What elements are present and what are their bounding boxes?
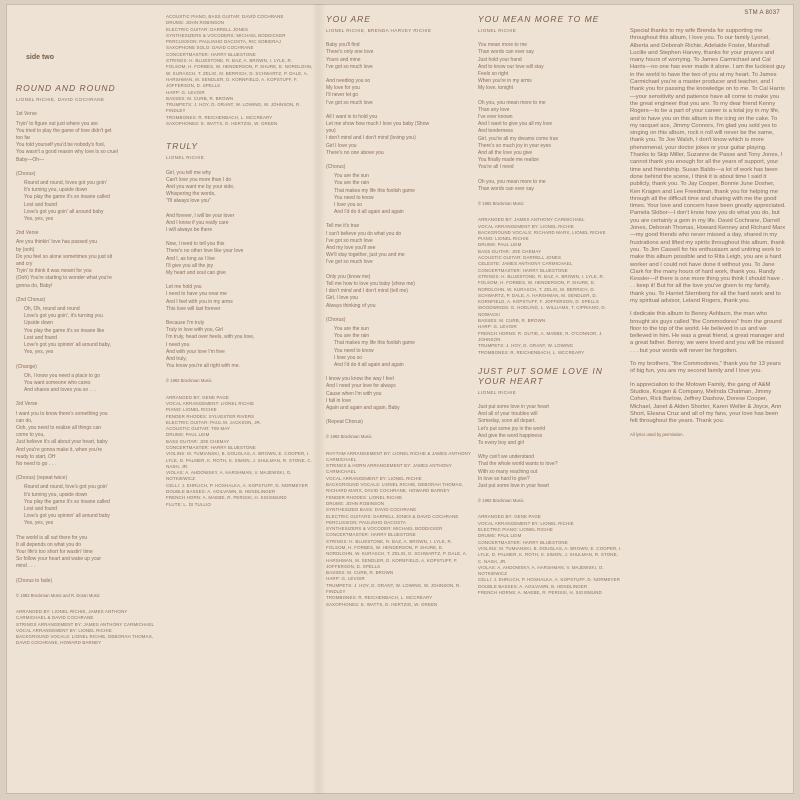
- credit-line: DRUMS: PAUL LEIM: [478, 533, 522, 539]
- copyright-notice: © 1982 Brockman Music: [166, 378, 212, 384]
- lyric-line: And I'd do it all again and again: [334, 209, 404, 216]
- lyric-line: Baby—Oh—: [16, 156, 45, 163]
- lyric-line: Yes, yes, yes: [24, 349, 54, 356]
- lyric-line: Oh you, you mean more to me: [478, 99, 546, 106]
- catalog-number: STM A 8037: [744, 10, 780, 16]
- credits-round-and-round-continued: [166, 14, 314, 127]
- credit-line: TROMBONES: R. REICHENBACH, L. MCCREARY: [326, 595, 433, 601]
- verse: [16, 171, 156, 223]
- lyric-line: Now, I need to tell you this: [166, 241, 225, 248]
- lyric-line: Just hold your hand: [478, 56, 522, 63]
- lyric-line: Ooh, you need to realize all things can: [16, 424, 102, 431]
- lyric-line: That makes my life this foolish game: [334, 340, 415, 347]
- verse: [16, 111, 156, 163]
- lyric-line: Love's got you spinnin' all around baby,: [24, 342, 111, 349]
- lyric-line: I love you so: [334, 202, 363, 209]
- lyric-line: I've got so much love: [326, 237, 373, 244]
- verse: [16, 475, 156, 527]
- credit-line: DOUBLE BASSES: A. AGILVAWN, B. HENDLINGER: [478, 583, 588, 589]
- lyric-line: can do,: [16, 417, 33, 424]
- lyric-line: I will always be there: [166, 226, 213, 233]
- lyric-line: I'm truly, head over heels, with you love,: [166, 334, 255, 341]
- credit-line: SAXOPHONES: E. WATTS, D. HERTZIG, W. GREEN: [326, 601, 438, 607]
- column-3: [326, 14, 471, 608]
- lyric-line: My love for you: [326, 85, 360, 92]
- credits-just-put-some-love: [478, 514, 623, 596]
- lyric-line: When you're in my arms: [478, 78, 532, 85]
- credit-line: CONCERTMASTER: HARRY BLUESTONE: [166, 51, 256, 57]
- credit-line: VIOLINS: M. TUMIANSKI, B. DOUGLAS, A. BROWN, E. COOPER, I. LYLE, D. PALMER, K. ROTH, S. SIMON, J. SHULMAN, R. STONE, C. NASH, JR.: [478, 545, 622, 564]
- lyric-line: There's only one love: [326, 49, 374, 56]
- verse: [166, 213, 314, 235]
- verse: [16, 297, 156, 357]
- verse-label: (Change): [16, 363, 37, 370]
- credit-line: BACKGROUND VOCALS: RICHARD MARX, LIONEL RICHIE: [478, 229, 606, 235]
- lyric-line: I love you so: [334, 354, 363, 361]
- credit-line: ACOUSTIC PIANO, BASS GUITAR: DAVID COCHRANE: [166, 14, 284, 19]
- song-title-truly: TRULY: [166, 141, 199, 152]
- lyric-line: Truly in love with you, Girl: [166, 327, 224, 334]
- credit-line: CONCERTMASTER: HARRY BLUESTONE: [478, 539, 568, 545]
- credit-line: SYNTHESIZERS & VOCODERS: MICHAEL BODDICKER: [166, 32, 286, 38]
- verse: [326, 223, 471, 266]
- verse: [16, 364, 156, 395]
- lyric-line: I don't mind and I don't mind (tell me): [326, 288, 408, 295]
- verse-label: 1st Verse: [16, 111, 37, 118]
- credit-line: BASS GUITAR: JOE CHEMAY: [478, 248, 542, 254]
- verse: [326, 317, 471, 369]
- verse: [326, 164, 471, 216]
- lyric-line: Someday, soon all depart.: [478, 418, 536, 425]
- lyric-line: You want someone who cares: [24, 379, 91, 386]
- verse: [478, 100, 623, 172]
- lyric-line: Than words can ever say: [478, 185, 534, 192]
- lyrics-you-are: [326, 42, 471, 426]
- lyric-line: And shares and loves you so . . .: [24, 387, 97, 394]
- credits-truly: [166, 395, 314, 508]
- credit-line: TROMBONES: R. REICHENBACH, L. MCCREARY: [166, 114, 273, 120]
- lyric-line: mind . . .: [16, 563, 36, 570]
- credit-line: TRUMPETS: J. HOY, D. GRANT, W. LOWING: [478, 343, 574, 349]
- lyric-line: We'll stay together, just you and me: [326, 252, 405, 259]
- lyric-line: by (ooh): [16, 246, 35, 253]
- verse: [326, 78, 471, 107]
- lyric-line: Just believe it's all about your heart, baby: [16, 439, 108, 446]
- column-2: [166, 14, 314, 508]
- lyric-line: And give the word happiness: [478, 432, 543, 439]
- lyrics-just-put-some-love: [478, 404, 623, 490]
- credit-line: VIOLAS: A. AHDOWSKY, A. HARSHMAN, V. MAJEWSKI, O. NOTKIEWICZ: [478, 564, 604, 577]
- credit-line: STRINGS ARRANGEMENT BY: JAMES ANTHONY CARMICHAEL: [16, 621, 155, 627]
- lyric-line: Baby you'll find: [326, 42, 360, 49]
- copyright-notice: © 1982 Brockman Music: [326, 434, 372, 440]
- lyric-line: Whispering the words,: [166, 191, 216, 198]
- credit-line: STRINGS: H. BLUESTONE, R. BAZ, A. BROWN, I. LYLE, R. FOLSOM, H. FORBES, W. HENDERSON, P. SHURE, E. NORDLOHN, W. KURASCH, T. ZELIG, M. BERRICH, D. SCHWARTZ, P. DALE, A. HARSHMAN, M. SENDLER, D. KORNFIELD, A. KOPSTUFF, F. JOFFERSON, D. SPELLS: [478, 273, 605, 305]
- lyric-line: I've got so much love: [326, 63, 373, 70]
- credit-line: TROMBONES: R. REICHENBACH, L. MCCREARY: [478, 349, 585, 355]
- credit-line: STRINGS: H. BLUESTONE, R. BAZ, A. BROWN, I. LYLE, R. FOLSOM, H. FORBES, W. HENDERSON, P. SHURE, E. NORDLOHN, W. KURASCH, T. ZELIG, D. SCHWARTZ, P. DALE, A. HARSHMAN, M. SENDLER, D. KORNFIELD, A. KOPSTUFF, F. JOFFERSON, D. SPELLS: [326, 538, 468, 569]
- lyric-line: I'll give you all the joy: [166, 262, 214, 269]
- song-title-round-and-round: ROUND AND ROUND: [16, 83, 116, 94]
- verse-label: 3rd Verse: [16, 401, 38, 408]
- credit-line: FRENCH HORNS: R. GUTIE, A. MAEBE, R. O'CONNOR, J. JOHNSON: [478, 330, 603, 342]
- credit-line: HARP: G. LEVOIR: [478, 324, 517, 330]
- lyric-line: I know you know the way I feel: [326, 376, 394, 383]
- lyric-line: Cause when I'm with you: [326, 390, 382, 397]
- lyric-line: This love will last forever: [166, 305, 221, 312]
- lyric-line: And you're gonna make it, when you're: [16, 446, 103, 453]
- verse: [166, 284, 314, 313]
- acknowledgements-column: [630, 28, 786, 449]
- verse: [326, 274, 471, 310]
- lyric-line: Why can't we understand: [478, 454, 534, 461]
- column-1: [16, 14, 156, 647]
- lyric-line: And I need your love for always: [326, 383, 396, 390]
- credit-line: DRUMS: PAUL LEIM: [166, 432, 210, 438]
- lyric-line: too far: [16, 135, 31, 142]
- credit-line: SYNTHESIZED BASS: DAVID COCHRANE: [326, 507, 417, 513]
- lyric-line: And I want to give you all my love: [478, 121, 553, 128]
- verse-label: (2nd Chorus): [16, 296, 46, 303]
- lyric-line: You are the rain: [334, 180, 370, 187]
- credit-line: DRUMS: JOHN ROBINSON: [166, 20, 225, 26]
- credit-line: STRINGS: H. BLUESTONE, R. BAZ, A. BROWN, I. LYLE, R. FOLSOM, H. FORBES, W. HENDERSON, P. SHURE, E. NORDLOHN, W. KURASCH, T. ZELIG, M. BERRICH, D. SCHWARTZ, P. DALE, A. HARSHMAN, M. SENDLER, D. KORNFIELD, A. KOPSTUFF, F. JOFFERSON, D. SPELLS: [166, 58, 313, 89]
- lyric-line: Girl, I love you: [326, 295, 358, 302]
- lyric-sheet: [6, 4, 794, 794]
- credit-line: HARP: G. LEVOIR: [326, 576, 365, 582]
- lyric-line: Oh, Oh, round and round: [24, 306, 80, 313]
- lyric-line: ready to start, OH: [16, 453, 56, 460]
- lyric-line: And I, as long as I live: [166, 255, 215, 262]
- song-writer: LIONEL RICHIE: [478, 389, 517, 395]
- lyric-line: You're all I need: [478, 164, 514, 171]
- credits-you-mean-more-to-me: [478, 217, 623, 356]
- credit-line: BACKGROUND VOCALS: LIONEL RICHIE, DEBORAH THOMAS, RICHARD MARX, DAVID COCHRANE, HOWARD BARNEY: [326, 482, 464, 494]
- lyric-line: Oh you, you mean more to me: [478, 178, 546, 185]
- lyric-line: Love's got you goin', it's turning you: [24, 313, 103, 320]
- lyric-line: Yes, yes, yes: [24, 520, 54, 527]
- song-title-you-mean-more-to-me: YOU MEAN MORE TO ME: [478, 14, 600, 24]
- verse: [166, 241, 314, 277]
- lyric-line: Tell me how to love you baby (show me): [326, 280, 415, 287]
- lyric-line: You tried to play the game of love didn't get: [16, 127, 112, 134]
- lyric-line: Always thinking of you: [326, 302, 376, 309]
- lyric-line: All I want is to hold you: [326, 113, 378, 120]
- lyric-line: Love's got you goin' all around baby: [24, 208, 104, 215]
- lyric-line: It all depends on what you do: [16, 541, 82, 548]
- lyric-line: And I'd do it all again and again: [334, 361, 404, 368]
- lyric-line: And I feel with you in my arms: [166, 298, 233, 305]
- lyric-line: You know you're all right with me.: [166, 363, 240, 370]
- verse-label: (Chorus): [326, 316, 346, 323]
- copyright-notice: © 1982 Brockman Music: [478, 498, 524, 504]
- lyric-line: "I'll always love you": [166, 198, 211, 205]
- lyric-line: You play the game it's so insane called: [24, 498, 110, 505]
- lyric-line: Round and round, loves got you goin': [24, 180, 107, 187]
- credit-line: PIANO: LIONEL RICHIE: [166, 407, 217, 413]
- verse: [16, 401, 156, 468]
- verse: [478, 404, 623, 447]
- lyric-line: You told yourself you'd be nobody's fool,: [16, 142, 106, 149]
- lyric-line: Lost and found: [24, 505, 58, 512]
- lyric-line: I fall in love: [326, 397, 352, 404]
- verse: [326, 114, 471, 157]
- credit-line: ELECTRIC GUITAR: PAUL M. JACKSON, JR.: [166, 419, 262, 425]
- credit-line: PERCUSSION: PAULINHO DACOSTA: [326, 519, 406, 525]
- lyric-line: Girl I love you: [326, 142, 357, 149]
- credit-line: DRUMS: PAUL LEIM: [478, 242, 522, 248]
- lyric-line: Yours and mine: [326, 56, 361, 63]
- lyric-line: And all the love you give: [478, 150, 533, 157]
- lyric-line: You are the sun: [334, 173, 369, 180]
- credit-line: VIOLINS: M. TUMIANSKI, B. DOUGLAS, A. BROWN, E. COOPER, I. LYLE, D. PALMER, K. ROTH, S. SIMON, J. SHULMAN, R. STONE, C. NASH, JR.: [166, 451, 313, 469]
- lyric-line: (Repeat Chorus): [326, 419, 363, 426]
- lyric-line: I don't mind and I don't mind (loving you): [326, 135, 416, 142]
- credit-line: ELECTRIC GUITARS: DARRELL JONES & DAVID COCHRANE: [326, 513, 459, 519]
- credit-line: TRUMPETS: J. HOY, D. GRANT, W. LOWING, W. JOHNSON, R. FINDLEY: [326, 582, 461, 595]
- lyric-line: You need to know: [334, 347, 374, 354]
- credit-line: ARRANGED BY: JAMES ANTHONY CARMICHAEL: [478, 217, 585, 223]
- credit-line: ACOUSTIC GUITAR: DARRELL JONES: [478, 255, 562, 261]
- lyric-line: come to you,: [16, 432, 45, 439]
- lyric-line: Upside down: [24, 320, 53, 327]
- credit-line: VIOLAS: A. AHDOWSKY, A. HARSHMAN, V. MAJEWSKI, O. NOTKIEWICZ: [166, 470, 292, 482]
- credit-line: BASS GUITAR: JOE CHEMAY: [166, 438, 230, 444]
- lyric-line: So follow your heart and wake up your: [16, 556, 102, 563]
- lyric-line: And forever, I will be your lover: [166, 212, 235, 219]
- lyric-line: With so many reaching out: [478, 468, 538, 475]
- lyric-line: Because I'm truly: [166, 320, 205, 326]
- credit-line: CELESTE: JAMES ANTHONY CARMICHAEL: [478, 261, 573, 267]
- credit-line: FENDER RHODES: SYLVESTER RIVERS: [166, 413, 255, 419]
- lyric-line: There's no one above you: [326, 149, 384, 156]
- song-title-just-put-some-love: JUST PUT SOME LOVE IN YOUR HEART: [478, 365, 603, 386]
- lyric-line: There's so much joy in your eyes: [478, 142, 551, 149]
- credit-line: CELLI: J. EHRLICH, P. HOSHALKA, A. KOPSTUFF, D. NORMEYER: [166, 482, 309, 488]
- credit-line: CELLI: J. EHRLICH, P. HOSHALKA, A. KOPSTUFF, D. NORMEYER: [478, 577, 621, 583]
- credit-line: VOCAL ARRANGEMENT BY: LIONEL RICHIE: [478, 223, 574, 229]
- credit-line: RHYTHM ARRANGEMENT BY: LIONEL RICHIE & JAMES ANTHONY CARMICHAEL: [326, 450, 471, 462]
- lyric-line: Tryin' to think it was meant for you: [16, 268, 92, 275]
- credit-line: WOODWINDS: G. HODLING, L. WILLIAMS, T. CIPRIANO, D. NOWACKI: [478, 305, 607, 317]
- lyric-line: And with your love I'm free: [166, 348, 225, 355]
- credit-line: FLUTE: L. DI TULLIO: [166, 501, 211, 507]
- copyright-notice: © 1982 Brockman Music: [478, 201, 524, 207]
- lyric-line: To every boy and girl: [478, 440, 525, 447]
- dedication-paragraph: I dedicate this album to Benny Ashburn, the man who brought six guys called "the Commodores" from the ground floor to the top of the world. He believed in us and we believed in him. He was a great friend, a great manager and a great father. Benny, we were loved and you will be missed . . . but your words will never be forgotten.: [630, 311, 785, 354]
- verse: [166, 170, 314, 206]
- credit-line: PERCUSSION: PAULINHO DACOSTA, RIC SOBIERAJ: [166, 39, 281, 45]
- credit-line: BASSES: M. CURB, R. BROWN: [166, 95, 234, 101]
- lyric-line: And needing you so: [326, 78, 371, 85]
- verse: [16, 535, 156, 571]
- credit-line: FENDER RHODES: LIONEL RICHIE: [326, 494, 403, 500]
- lyric-line: Than any love: [478, 106, 510, 113]
- credit-line: VOCAL ARRANGEMENT BY: LIONEL RICHIE: [478, 520, 574, 526]
- credit-line: VOCAL ARRANGEMENT BY: LIONEL RICHIE: [326, 475, 422, 481]
- lyric-line: Round and round, love's got you goin': [24, 484, 108, 491]
- lyric-line: My heart and soul can give: [166, 269, 226, 276]
- lyric-line: You finally made me realize: [478, 157, 539, 164]
- lyric-line: I can't believe you do what you do: [326, 230, 402, 237]
- verse: [478, 454, 623, 490]
- lyric-line: You are the sun: [334, 325, 369, 332]
- lyric-line: Let me show how much I love you baby (Show: [326, 121, 430, 128]
- column-4: [478, 14, 623, 596]
- lyric-line: And to know our love will stay: [478, 63, 544, 70]
- credit-line: PIANO: LIONEL RICHIE: [478, 236, 529, 242]
- credit-line: HARP: G. LEVOIR: [166, 89, 205, 95]
- song-writer: LIONEL RICHIE: [166, 155, 205, 161]
- credit-line: BASSES: M. CURB, R. BROWN: [478, 318, 546, 324]
- lyric-line: Your life's too short for wastin' time: [16, 548, 93, 555]
- lyrics-round-and-round: [16, 111, 156, 584]
- credit-line: VOCAL ARRANGEMENT: LIONEL RICHIE: [166, 400, 255, 406]
- verse: [326, 376, 471, 412]
- lyric-line: Tell me it's true: [326, 223, 360, 230]
- verse: [478, 42, 623, 92]
- credit-line: BASSES: M. CURB, R. BROWN: [326, 570, 394, 576]
- verse-label: 2nd Verse: [16, 230, 39, 237]
- lyric-line: You play the game it's so insane called: [24, 194, 110, 201]
- lyric-line: (Chorus to fade): [16, 577, 53, 584]
- verse: [16, 230, 156, 290]
- lyric-line: Just put some love in your heart: [478, 483, 549, 490]
- permission-note: All lyrics used by permission.: [630, 432, 684, 438]
- lyric-line: And my love you'll see: [326, 245, 376, 252]
- lyric-line: gonna do, Baby!: [16, 282, 53, 289]
- credit-line: FRENCH HORN: A. MAEBE, R. PERISSI, H. SIGISMUND: [166, 495, 287, 501]
- lyric-line: Are you thinkin' love has passed you: [16, 239, 98, 246]
- lyric-line: I've ever known: [478, 114, 513, 121]
- credit-line: ELECTRIC PIANO: LIONEL RICHIE: [478, 527, 553, 533]
- verse: [478, 179, 623, 193]
- lyric-line: Tryin' to figure out just where you are: [16, 120, 98, 127]
- lyric-line: It's turning you, upside down: [24, 187, 88, 194]
- credit-line: ELECTRIC GUITAR: DARRELL JONES: [166, 26, 249, 32]
- lyric-line: Than words can ever say: [478, 49, 534, 56]
- lyric-line: You need to know: [334, 194, 374, 201]
- lyrics-you-mean-more-to-me: [478, 42, 623, 193]
- credit-line: CONCERTMASTER: HARRY BLUESTONE: [478, 267, 568, 273]
- lyric-line: Oh, I know you need a place to go: [24, 372, 100, 379]
- lyric-line: Lost and found: [24, 201, 58, 208]
- lyric-line: Only you (know me): [326, 273, 371, 280]
- credit-line: STRINGS & HORN ARRANGEMENT BY: JAMES ANTHONY CARMICHAEL: [326, 463, 452, 475]
- lyric-line: Yes, yes, yes: [24, 216, 54, 223]
- credit-line: VOCAL ARRANGEMENT BY: LIONEL RICHIE: [16, 627, 112, 633]
- lyric-line: Lost and found: [24, 334, 58, 341]
- credit-line: ARRANGED BY: LIONEL RICHIE, JAMES ANTHONY CARMICHAEL & DAVID COCHRANE: [16, 608, 128, 621]
- song-writer: LIONEL RICHIE, BRENDA HARVEY RICHIE: [326, 28, 432, 33]
- lyric-line: I need to have you near me: [166, 291, 227, 298]
- lyric-line: and cry: [16, 261, 33, 268]
- lyric-line: Again and again and again, Baby: [326, 404, 400, 411]
- lyric-line: And tenderness: [478, 128, 514, 135]
- verse: [326, 419, 471, 426]
- lyric-line: Let's put some joy in the world: [478, 425, 546, 432]
- thanks-paragraph: Special thanks to my wife Brenda for supporting me throughout this album, I love you. To our family Lyonel, Alberta and Deborah Richie, Adelaide Foster, Marshall Lucille and Stephen Harvey, thanks for your prayers and many hours of worrying. To James Carmichael and Cal Harris—no one has ever made it alone. I am the luckiest guy in the world to have the two of you at my heart. To James Carmichael you're a master producer and teacher, and I thank you for passing the knowledge on to me. To Cal Harris—your sensitivity and patience have all come to make you the great engineer that you are. To my dear friend Kenny Rogers—to be a part of your career is a total joy in my life, and to have you on this album is the icing on the cake. To my racquet ace, Jimmy Connors, I'm glad you sold yes to singing on this album, rock n roll will never be the same, thank you. To Joe Walsh, I don't know which is more phenomenal, your doctor jokes or your guitar playing. Thanks to Skip Miller, Suzanne de Passe and Tony Jones, I cannot thank you enough for all the years of support, your time and friendship. Susan Baldo—a lot of work has been done behind the scene, I think it is about time I said it publicly, thank you. To Jay Cooper, Bonnie June Dosher, Ken Kragen and Lee Freedman, thank you for helping me through all the difficult time and sharing with me the good times. Your love and concern have been greatly appreciated. Pamela Skibor—I don't know how you do what you do, but you are certainly a gem in my life. David Cochrane, Darrell Jones, Deborah Thomas, Howard Kenney and Richard Marx—my good friends who never missed a day, shared in my frustrations and lifted my spirits throughout this album, thank you. To Jim Cassell for his enthusiasm and untiring work to make this album possible and to Rita Leigh, you are a hard worker and I could not have done it without you. To Jane Clark for the many hours of hard work, thank you. Randy Kessler—if there is one more thing you think I should have . . . keep it! But for all the love you've given to my family, thank you. To Harriet Sternberg for all the hard work and to my spiritual advisor, Leland Rogers, thank you.: [630, 28, 786, 304]
- verse: [166, 320, 314, 370]
- lyrics-truly: [166, 170, 314, 371]
- lyric-line: I want you to know there's something you: [16, 410, 108, 417]
- appreciation-paragraph: In appreciation to the Motown Family, the gang of A&M Studios, Kragen & Company, Melinda Chatman, Jimmy Cohen, Rick Barlow, Jeffrey Dashow, Dorese Cooper, Michael, Janet & Alden Shorter, Karen Weller & Joyce, Ann Short, Eleana Cruz and all of my fans, your love has been felt throughout the years. Thank you.: [630, 381, 782, 425]
- credit-line: FRENCH HORNS: A. MAEBE, R. PERISSI, H. SIGISMUND: [478, 590, 602, 595]
- credit-line: ARRANGED BY: GENE PAGE: [478, 514, 541, 520]
- credit-line: DRUMS: JOHN ROBINSON: [326, 500, 385, 506]
- song-writer: LIONEL RICHIE, DAVID COCHRANE: [16, 97, 105, 103]
- lyric-line: Girl, you tell me why: [166, 169, 212, 176]
- side-label: side two: [26, 54, 55, 61]
- lyric-line: You mean more to me: [478, 42, 528, 49]
- credit-line: CONCERTMASTER: HARRY BLUESTONE: [326, 532, 416, 538]
- lyric-line: I've got so much love: [326, 259, 373, 266]
- lyric-line: Love's got you spinnin' all around baby: [24, 513, 110, 520]
- lyric-line: That makes my life this foolish game: [334, 187, 415, 194]
- fold-shadow: [312, 4, 326, 794]
- verse-label: (Chorus) (repeat twice): [16, 475, 68, 482]
- credit-line: SAXOPHONES: E. WATTS, D. HERTZIG, W. GREEN: [166, 121, 278, 127]
- song-title-you-are: YOU ARE: [326, 14, 371, 24]
- lyric-line: (Ooh) You're starting to wonder what you're: [16, 275, 112, 282]
- lyric-line: Just put some love in your heart: [478, 404, 549, 410]
- lyric-line: Can't love you more than I do: [166, 176, 232, 183]
- credit-line: SYNTHESIZERS & VOCODER: MICHAEL BODDICKER: [326, 526, 443, 532]
- lyric-line: You are the rain: [334, 333, 370, 340]
- lyric-line: Let me hold you: [166, 284, 202, 291]
- lyric-line: I've got so much love: [326, 99, 373, 106]
- song-writer: LIONEL RICHIE: [478, 28, 517, 33]
- credit-line: ACOUSTIC GUITAR: TIM MAY: [166, 426, 231, 432]
- lyric-line: And all of your troubles will: [478, 411, 538, 418]
- lyric-line: Feels so right: [478, 71, 509, 78]
- lyric-line: You wasn't a good reason why love is so cruel: [16, 149, 118, 156]
- copyright-notice: © 1982 Brockman Music and R. Doran Music: [16, 592, 100, 598]
- lyric-line: And truly,: [166, 356, 187, 363]
- lyric-line: It's turning you, upside down: [24, 491, 88, 498]
- lyric-line: Do you feel so alone sometimes you just sit: [16, 253, 113, 260]
- verse-label: (Chorus): [16, 170, 36, 177]
- lyric-line: I'll never let go: [326, 92, 359, 99]
- lyric-line: And I know if you really care: [166, 219, 229, 226]
- lyric-line: The world is all out there for you: [16, 534, 88, 541]
- credit-line: BACKGROUND VOCALS: LIONEL RICHIE, DEBORAH THOMAS, DAVID COCHRANE, HOWARD BARNEY: [16, 634, 154, 646]
- lyric-line: In love so hard to give?: [478, 475, 530, 482]
- verse: [16, 578, 156, 585]
- lyric-line: No need to go . . .: [16, 460, 56, 467]
- lyric-line: And you want me by your side,: [166, 183, 235, 190]
- credit-line: SAXOPHONE SOLO: DAVID COCHRANE: [166, 45, 254, 51]
- verse-label: (Chorus): [326, 164, 346, 171]
- commodores-paragraph: To my brothers, "the Commodores," thank you for 13 years of big fun, you are my second family and I love you.: [630, 361, 781, 375]
- credit-line: ARRANGED BY: GENE PAGE: [166, 394, 229, 400]
- lyric-line: That the whole world wants to love?: [478, 461, 558, 468]
- credit-line: CONCERTMASTER: HARRY BLUESTONE: [166, 445, 256, 450]
- lyric-line: My love, tonight: [478, 85, 514, 92]
- credit-line: DOUBLE BASSES: A. AGILVAWN, B. HENDLINGER: [166, 489, 276, 495]
- lyric-line: Girl, you're all my dreams come true: [478, 135, 559, 142]
- verse: [326, 42, 471, 71]
- lyric-line: I need you: [166, 341, 190, 348]
- credits-you-are: [326, 451, 471, 608]
- lyric-line: There's no other love like your love: [166, 248, 244, 255]
- credit-line: TRUMPETS: J. HOY, D. GRANT, W. LOWING, W. JOHNSON, R. FINDLEY: [166, 102, 301, 114]
- lyric-line: You play the game it's so insane like: [24, 327, 105, 334]
- lyric-line: you): [326, 128, 336, 135]
- credits-round-and-round: [16, 609, 156, 647]
